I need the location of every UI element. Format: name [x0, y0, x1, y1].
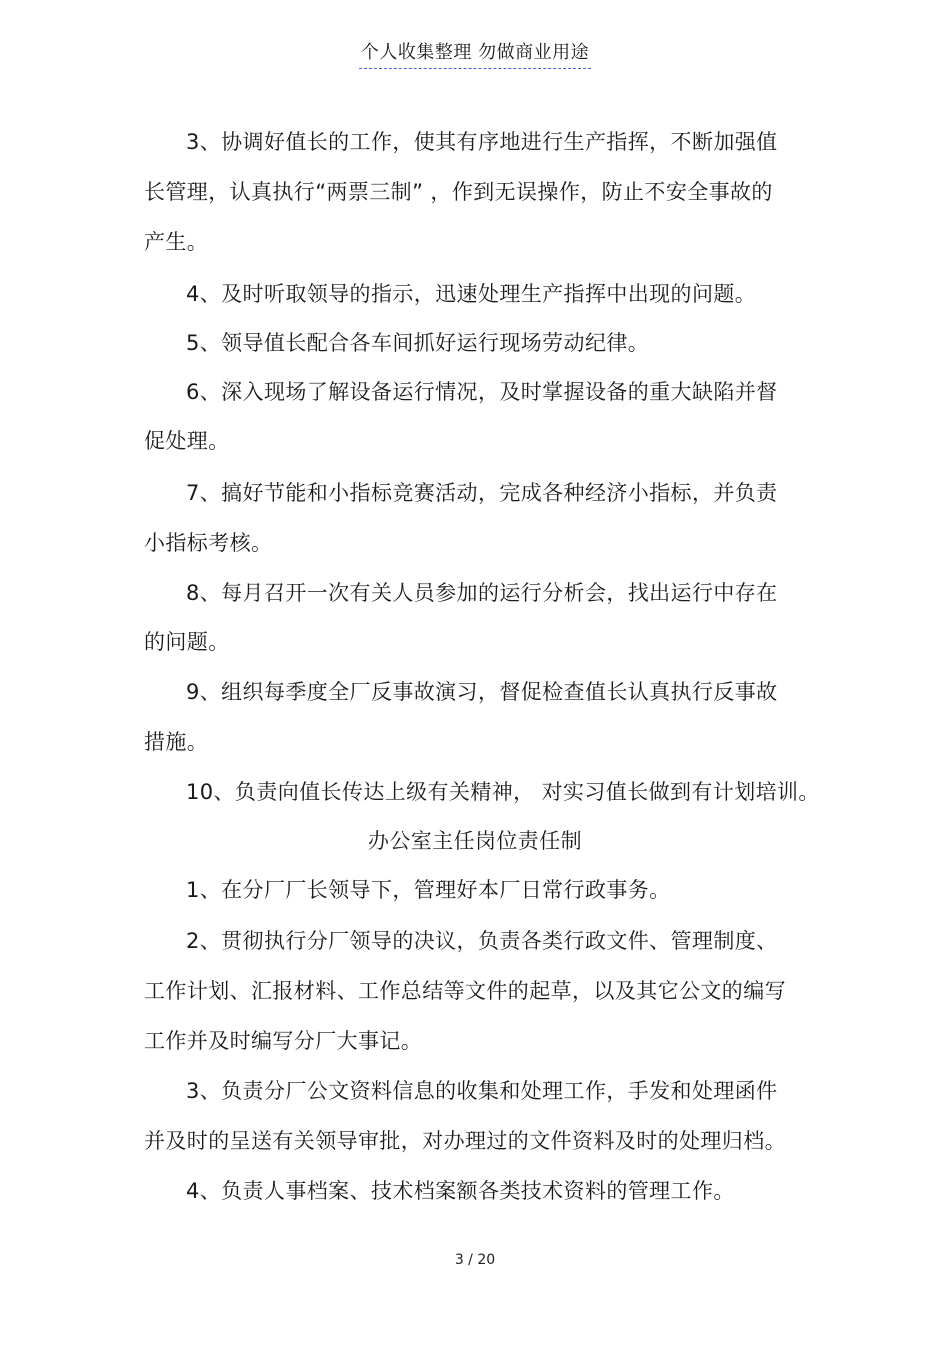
paragraph-line: 10、负责向值长传达上级有关精神， 对实习值长做到有计划培训。 [186, 780, 820, 804]
paragraph-line: 8、每月召开一次有关人员参加的运行分析会，找出运行中存在 [186, 581, 778, 605]
paragraph-line: 长管理，认真执行“两票三制” ，作到无误操作，防止不安全事故的 [144, 180, 773, 204]
paragraph-line: 工作计划、汇报材料、工作总结等文件的起草，以及其它公文的编写 [144, 979, 786, 1003]
paragraph-line: 3、协调好值长的工作，使其有序地进行生产指挥，不断加强值 [186, 130, 778, 154]
paragraph-line: 6、深入现场了解设备运行情况，及时掌握设备的重大缺陷并督 [186, 380, 778, 404]
paragraph-line: 9、组织每季度全厂反事故演习，督促检查值长认真执行反事故 [186, 680, 778, 704]
section-title: 办公室主任岗位责任制 [368, 829, 582, 853]
paragraph-line: 4、负责人事档案、技术档案额各类技术资料的管理工作。 [186, 1179, 735, 1203]
paragraph-line: 7、搞好节能和小指标竞赛活动，完成各种经济小指标，并负责 [186, 481, 778, 505]
paragraph-line: 4、及时听取领导的指示，迅速处理生产指挥中出现的问题。 [186, 282, 757, 306]
header-watermark-text: 个人收集整理 勿做商业用途 [359, 40, 591, 69]
paragraph-line: 工作并及时编写分厂大事记。 [144, 1029, 423, 1053]
paragraph-line: 2、贯彻执行分厂领导的决议，负责各类行政文件、管理制度、 [186, 929, 778, 953]
page-number: 3 / 20 [454, 1252, 496, 1268]
paragraph-line: 3、负责分厂公文资料信息的收集和处理工作，手发和处理函件 [186, 1079, 778, 1103]
paragraph-line: 措施。 [144, 730, 209, 754]
paragraph-line: 5、领导值长配合各车间抓好运行现场劳动纪律。 [186, 331, 650, 355]
paragraph-line: 促处理。 [144, 429, 230, 453]
paragraph-line: 1、在分厂厂长领导下，管理好本厂日常行政事务。 [186, 878, 671, 902]
paragraph-line: 并及时的呈送有关领导审批，对办理过的文件资料及时的处理归档。 [144, 1129, 786, 1153]
paragraph-line: 产生。 [144, 230, 209, 254]
paragraph-line: 的问题。 [144, 630, 230, 654]
paragraph-line: 小指标考核。 [144, 531, 273, 555]
